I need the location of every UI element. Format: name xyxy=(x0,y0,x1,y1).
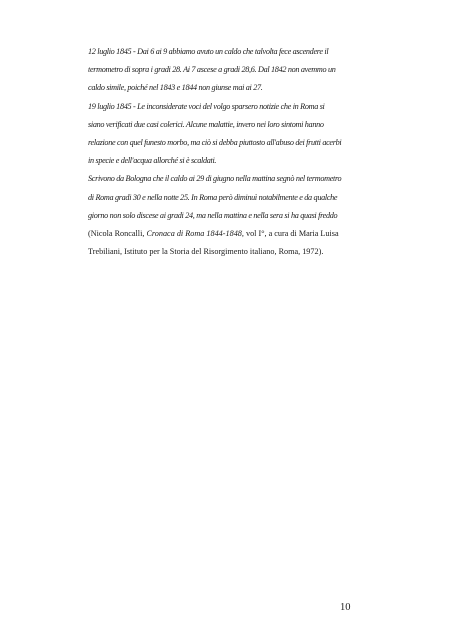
text-line: 12 luglio 1845 - Dai 6 ai 9 abbiamo avuto un caldo che talvolta fece ascendere il xyxy=(88,48,329,56)
citation-suffix: , vol I°, a cura di Maria Luisa xyxy=(241,229,339,238)
citation-title: Cronaca di Roma 1844-1848 xyxy=(146,229,242,238)
text-line: relazione con quel funesto morbo, ma ciò si debba piuttosto all'abuso dei frutti acerbi xyxy=(88,138,342,147)
text-line: 19 luglio 1845 - Le inconsiderate voci del volgo sparsero notizie che in Roma si xyxy=(88,102,325,111)
text-line: termometro di sopra i gradi 28. Ai 7 ascese a gradi 28,6. Dal 1842 non avemmo un xyxy=(88,66,336,75)
text-line: caldo simile, poiché nel 1843 e 1844 non giunse mai ai 27. xyxy=(88,84,263,93)
text-line: giorno non solo discese ai gradi 24, ma nella mattina e nella sera si ha quasi freddo xyxy=(88,211,338,220)
text-line: siano verificati due casi colerici. Alcune malattie, invero nei loro sintomi hanno xyxy=(88,120,324,129)
body-text xyxy=(88,48,368,266)
page-number: 10 xyxy=(340,602,351,613)
citation-line-2: Trebiliani, Istituto per la Storia del Risorgimento italiano, Roma, 1972). xyxy=(88,248,324,257)
text-line: in specie e dell'acqua allorché si è scaldati. xyxy=(88,157,217,166)
citation-line xyxy=(88,230,368,248)
text-line: Scrivono da Bologna che il caldo ai 29 di giugno nella mattina segnò nel termometro xyxy=(88,175,342,184)
citation-prefix: (Nicola Roncalli, xyxy=(88,229,147,238)
text-line: di Roma gradi 30 e nella notte 25. In Roma però diminuì notabilmente e da qualche xyxy=(88,193,338,202)
